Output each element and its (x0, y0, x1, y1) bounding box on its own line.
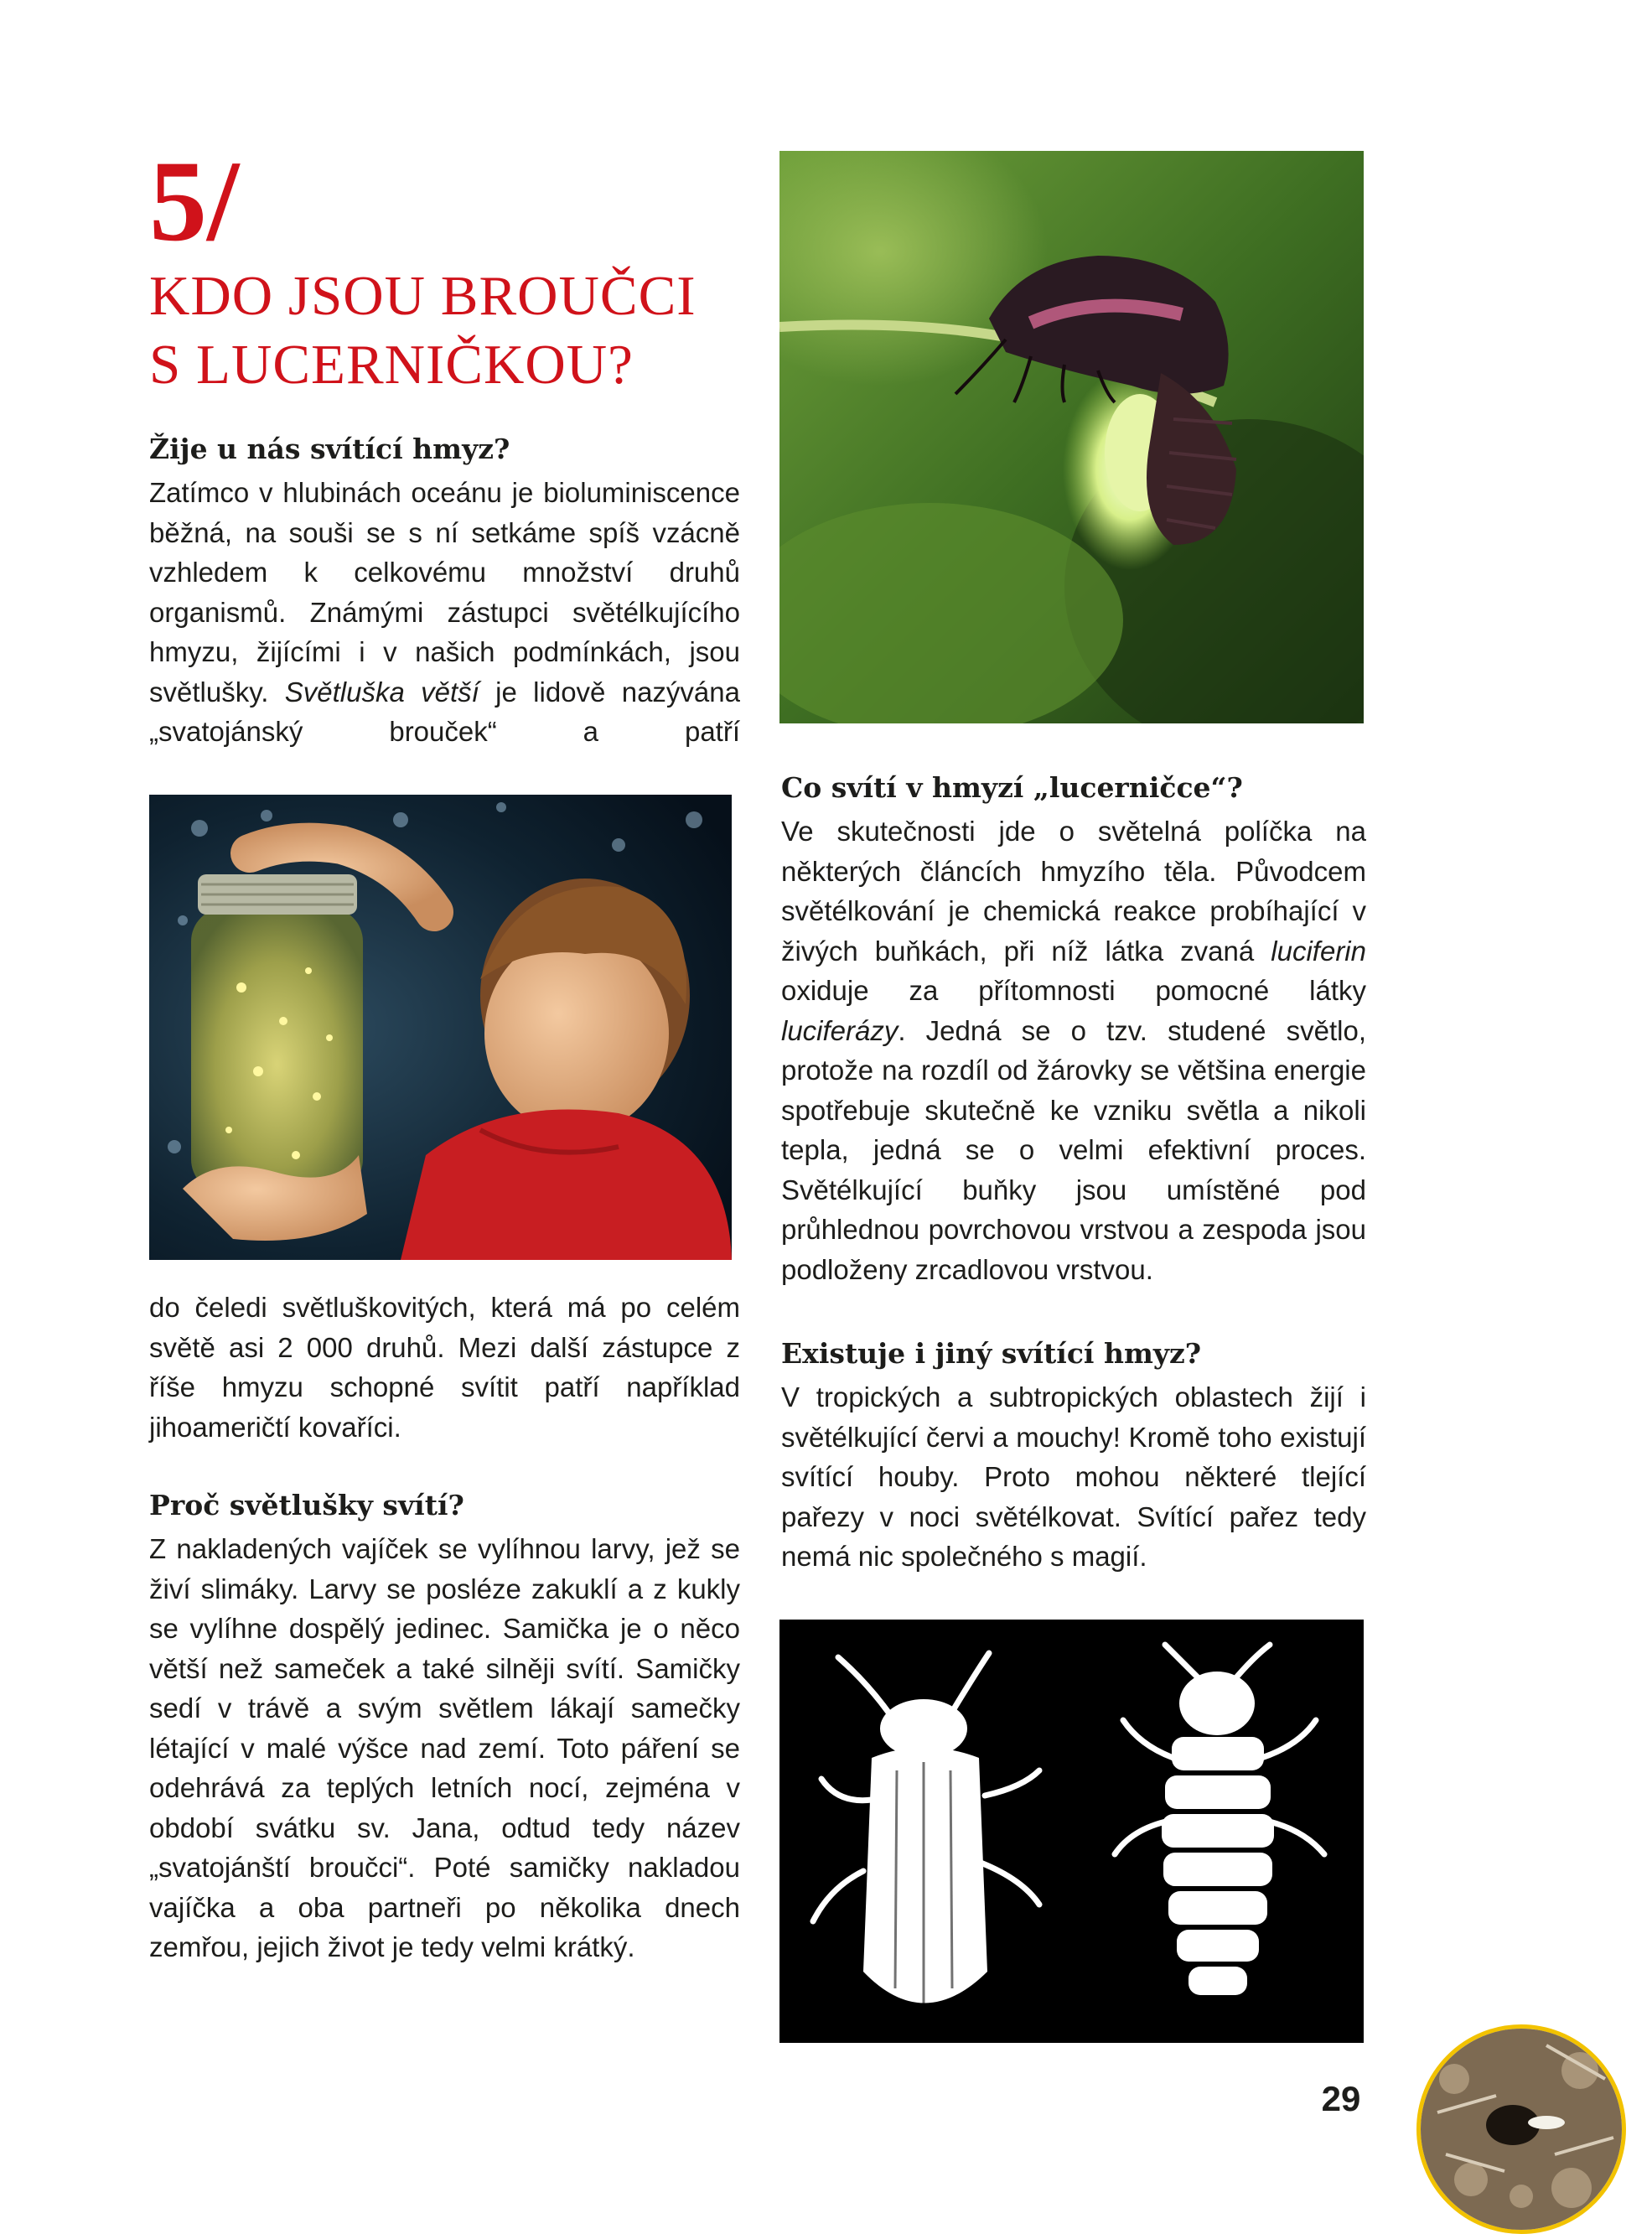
glowing-firefly-photo (779, 151, 1364, 723)
section-4 (781, 1335, 1366, 1577)
section-1-paragraph-part-1 (149, 473, 740, 752)
page-number: 29 (1321, 2079, 1361, 2118)
section-3-text-b: oxiduje za přítomnosti pomocné látky (781, 975, 1366, 1006)
section-3 (781, 770, 1366, 1289)
section-3-text-a: Ve skutečnosti jde o světelná políčka na některých článcích hmyzího těla. Původcem světélkování je chemická reakce probíhající v živých buňkách, při níž látka zvaná (781, 816, 1366, 967)
section-1-text: Zatímco v hlubinách oceánu je bioluminiscence běžná, na souši se s ní setkáme spíš vzácně vzhledem k celkovému množství druhů organismů. Známými zástupci světélkujícího hmyzu, žijícími i v našich podmínkách, jsou světlušky. (149, 477, 740, 708)
term-luciferase: luciferázy (781, 1014, 899, 1046)
corner-badge-photo (1416, 2024, 1626, 2234)
boy-with-firefly-jar-photo (149, 795, 732, 1260)
species-name: Světluška větší (284, 676, 479, 708)
section-4-paragraph: V tropických a subtropických oblastech žijí i světélkující červi a mouchy! Kromě toho existují svítící houby. Proto mohou některé tlející pařezy v noci světélkovat. Svítící pařez tedy nemá nic společného s magií. (781, 1381, 1366, 1572)
chapter-title (149, 262, 697, 399)
section-1-top (149, 431, 740, 752)
term-luciferin: luciferin (1271, 935, 1366, 967)
section-3-paragraph (781, 811, 1366, 1289)
section-4-heading: Existuje i jiný svítící hmyz? (781, 1337, 1202, 1370)
chapter-number: 5/ (149, 137, 240, 265)
section-2-heading: Proč světlušky svítí? (149, 1489, 464, 1521)
section-2-paragraph: Z nakladených vajíček se vylíhnou larvy, jež se živí slimáky. Larvy se posléze zakuklí a z kukly se vylíhne dospělý jedinec. Samička je o něco větší než sameček a také silněji svítí. Samičky sedí v trávě a svým světlem lákají samečky létající v malé výšce nad zemí. Toto páření se odehrává za teplých letních nocí, zejména v období svátku sv. Jana, odtud tedy název „svatojánští broučci“. Poté samičky nakladou vajíčka a oba partneři po několika dnech zemřou, jejich život je tedy velmi krátký. (149, 1533, 740, 1962)
firefly-male-female-illustration (779, 1620, 1364, 2043)
chapter-title-line-2: S LUCERNIČKOU? (149, 334, 634, 396)
section-3-heading: Co svítí v hmyzí „lucerničce“? (781, 771, 1243, 804)
section-1-text-continued: je lidově nazývána „svatojánský brouček“ a patří (149, 676, 740, 747)
section-3-text-c: . Jedná se o tzv. studené světlo, protože na rozdíl od žárovky se většina energie spotřebuje skutečně ke vzniku světla a nikoli tepla, jedná se o velmi efektivní proces. Světélkující buňky jsou umístěné pod průhlednou povrchovou vrstvou a zespoda jsou podloženy zrcadlovou vrstvou. (781, 1014, 1366, 1285)
section-1-heading: Žije u nás svítící hmyz? (149, 433, 510, 465)
section-1-bottom (149, 1288, 740, 1447)
section-1-paragraph-part-2: do čeledi světluškovitých, která má po celém světě asi 2 000 druhů. Mezi další zástupce z říše hmyzu schopné svítit patří například jihoameričtí kovaříci. (149, 1292, 740, 1443)
chapter-title-line-1: KDO JSOU BROUČCI (149, 265, 697, 327)
section-2 (149, 1487, 740, 1967)
